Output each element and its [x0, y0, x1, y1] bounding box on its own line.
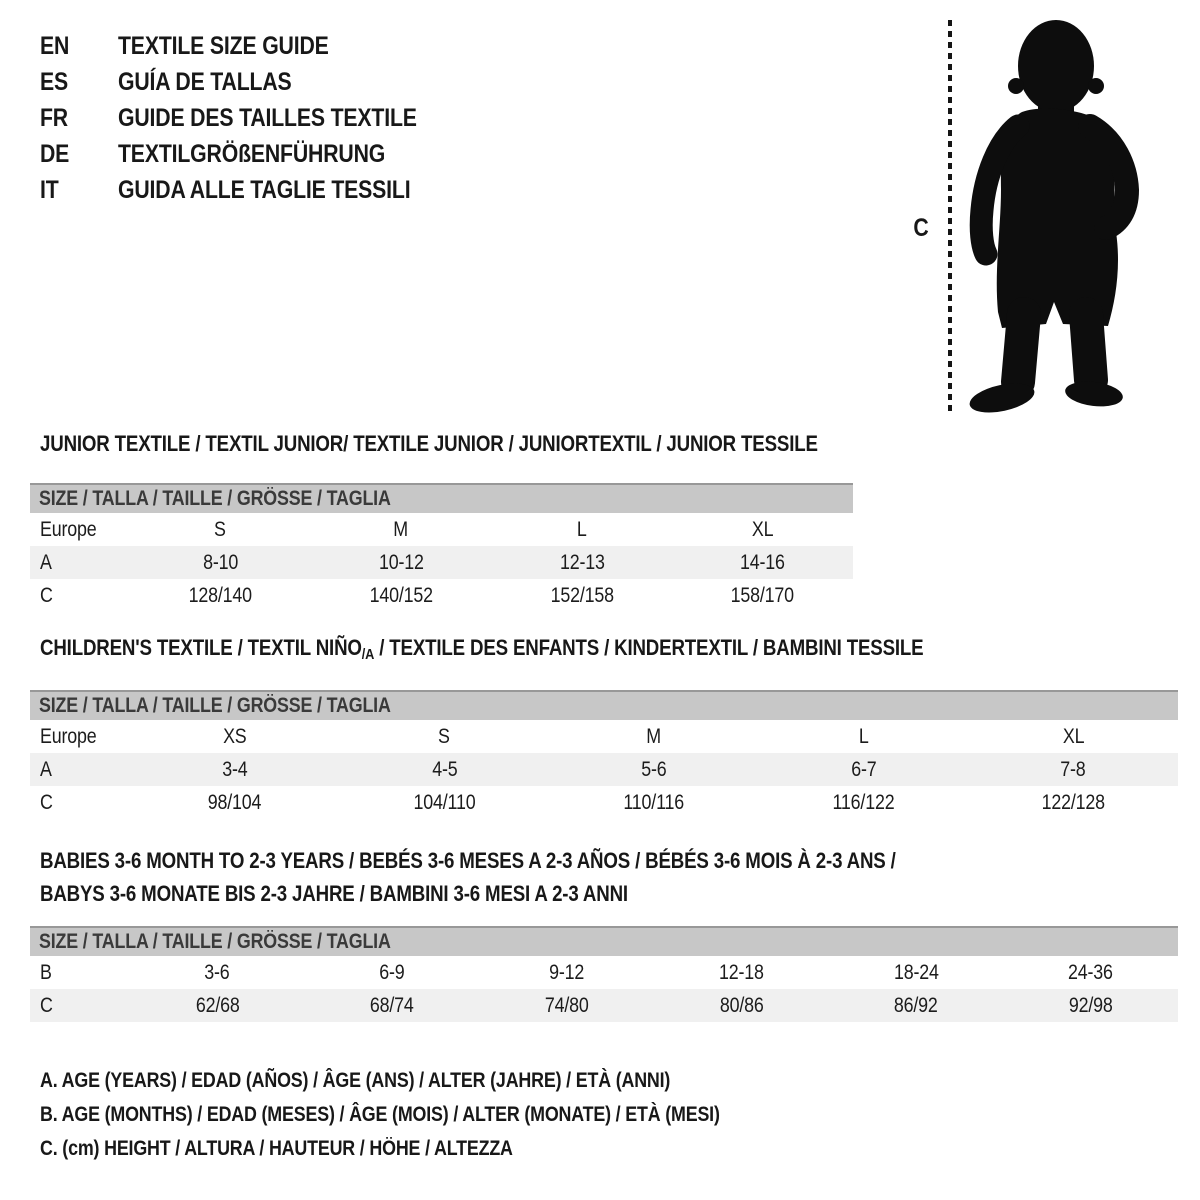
value-cell	[130, 551, 311, 575]
junior-size-table	[30, 483, 853, 612]
region-label-text: Europe	[40, 724, 97, 748]
footnote-line	[40, 1098, 840, 1132]
column-header-text: S	[214, 517, 227, 541]
junior-column-header-row	[30, 513, 853, 546]
value-text: 110/116	[623, 790, 685, 814]
value-cell	[479, 961, 654, 985]
column-header-cell	[340, 725, 550, 749]
value-text: 8-10	[202, 550, 238, 574]
value-cell	[340, 758, 550, 782]
junior-size-header-bar	[30, 483, 853, 513]
babies-section-title	[40, 844, 1047, 910]
size-header-label: SIZE / TALLA / TAILLE / GRÖSSE / TAGLIA	[39, 694, 391, 717]
value-text: 9-12	[549, 960, 585, 984]
value-cell	[549, 791, 759, 815]
value-cell	[672, 551, 853, 575]
row-label-cell	[30, 584, 130, 608]
value-cell	[829, 994, 1004, 1018]
value-text: 116/122	[832, 790, 895, 814]
column-header-cell	[492, 518, 673, 542]
column-header-cell	[130, 518, 311, 542]
value-text: 140/152	[369, 583, 433, 607]
height-measure-label	[912, 214, 930, 243]
row-label-text: A	[40, 757, 52, 781]
row-label-text: A	[40, 550, 52, 574]
value-text: 5-6	[641, 757, 667, 781]
row-label-cell	[30, 994, 130, 1018]
value-text: 122/128	[1041, 790, 1105, 814]
value-cell	[759, 758, 969, 782]
value-text: 62/68	[195, 993, 240, 1017]
children-size-table	[30, 690, 1178, 819]
language-code-text: EN	[40, 31, 70, 60]
size-header-label: SIZE / TALLA / TAILLE / GRÖSSE / TAGLIA	[39, 930, 391, 953]
value-text: 14-16	[740, 550, 786, 574]
language-code	[40, 140, 118, 169]
size-header-label: SIZE / TALLA / TAILLE / GRÖSSE / TAGLIA	[39, 487, 391, 510]
value-text: 24-36	[1068, 960, 1114, 984]
junior-section-title-text: JUNIOR TEXTILE / TEXTIL JUNIOR/ TEXTILE JUNIOR / JUNIORTEXTIL / JUNIOR TESSILE	[40, 431, 818, 456]
column-header-text: M	[646, 724, 662, 748]
value-cell	[759, 791, 969, 815]
column-header-text: XL	[751, 517, 774, 541]
height-measure-label-text: C	[913, 214, 929, 242]
footnote-text: B. AGE (MONTHS) / EDAD (MESES) / ÂGE (MOIS) / ALTER (MONATE) / ETÀ (MESI)	[40, 1103, 720, 1126]
row-label-text: C	[40, 790, 53, 814]
column-header-text: XL	[1062, 724, 1084, 748]
children-column-header-row	[30, 720, 1178, 753]
children-row-age	[30, 753, 1178, 786]
row-label-cell	[30, 791, 130, 815]
value-text: 74/80	[544, 993, 589, 1017]
value-cell	[130, 584, 311, 608]
value-text: 92/98	[1068, 993, 1113, 1017]
language-title-text: GUIDE DES TAILLES TEXTILE	[118, 103, 417, 132]
language-title	[118, 140, 470, 169]
children-section-title-text: CHILDREN'S TEXTILE / TEXTIL $NIÑO_{/A}$ / TEXTILE DES ENFANTS / KINDERTEXTIL / BAMBINI TESSILE	[40, 635, 924, 663]
footnote-legend	[40, 1064, 840, 1166]
language-code-text: DE	[40, 139, 70, 168]
row-label-text: B	[40, 960, 52, 984]
junior-row-age	[30, 546, 853, 579]
babies-row-height	[30, 989, 1178, 1022]
column-header-cell	[549, 725, 759, 749]
region-label-cell	[30, 518, 130, 542]
value-cell	[549, 758, 759, 782]
value-cell	[1003, 961, 1178, 985]
language-title	[118, 176, 470, 205]
value-cell	[340, 791, 550, 815]
value-cell	[479, 994, 654, 1018]
toddler-silhouette-image	[958, 14, 1140, 420]
row-label-cell	[30, 551, 130, 575]
column-header-cell	[759, 725, 969, 749]
value-cell	[130, 791, 340, 815]
value-cell	[968, 791, 1178, 815]
value-text: 128/140	[188, 583, 253, 607]
babies-size-table	[30, 926, 1178, 1022]
value-text: 152/158	[550, 583, 614, 607]
value-cell	[305, 994, 480, 1018]
language-code-text: IT	[40, 175, 59, 204]
value-cell	[672, 584, 853, 608]
value-text: 12-13	[559, 550, 605, 574]
value-text: 68/74	[370, 993, 414, 1017]
column-header-cell	[311, 518, 492, 542]
language-code	[40, 32, 118, 61]
value-text: 98/104	[208, 790, 262, 814]
language-title	[118, 68, 470, 97]
language-title-text: GUÍA DE TALLAS	[118, 67, 292, 96]
value-text: 80/86	[719, 993, 764, 1017]
language-code	[40, 68, 118, 97]
language-code	[40, 104, 118, 133]
height-measure-dashed-line	[948, 20, 952, 416]
value-text: 3-6	[204, 960, 230, 984]
value-text: 86/92	[894, 993, 938, 1017]
footnote-text: A. AGE (YEARS) / EDAD (AÑOS) / ÂGE (ANS) / ALTER (JAHRE) / ETÀ (ANNI)	[40, 1069, 671, 1092]
column-header-text: L	[858, 724, 869, 748]
value-cell	[311, 551, 492, 575]
value-text: 4-5	[431, 757, 458, 781]
value-cell	[654, 994, 829, 1018]
junior-section-title	[40, 432, 955, 456]
value-text: 12-18	[718, 960, 764, 984]
babies-title-line1: BABIES 3-6 MONTH TO 2-3 YEARS / BEBÉS 3-6 MESES A 2-3 AÑOS / BÉBÉS 3-6 MOIS À 2-3 ANS /	[40, 848, 896, 873]
value-text: 10-12	[378, 550, 424, 574]
value-text: 18-24	[893, 960, 939, 984]
children-size-header-bar	[30, 690, 1178, 720]
value-text: 6-9	[379, 960, 405, 984]
value-cell	[305, 961, 480, 985]
children-section-title	[40, 636, 1079, 667]
value-cell	[654, 961, 829, 985]
language-title-text: GUIDA ALLE TAGLIE TESSILI	[118, 175, 411, 204]
junior-row-height	[30, 579, 853, 612]
value-text: 7-8	[1060, 757, 1086, 781]
footnote-line	[40, 1132, 840, 1166]
region-label-text: Europe	[40, 517, 97, 541]
column-header-cell	[672, 518, 853, 542]
row-label-cell	[30, 961, 130, 985]
language-title-list	[40, 28, 470, 208]
language-code-text: ES	[40, 67, 69, 96]
column-header-text: S	[438, 724, 451, 748]
value-text: 3-4	[222, 757, 248, 781]
language-code-text: FR	[40, 103, 68, 132]
language-title-text: TEXTILGRÖßENFÜHRUNG	[118, 139, 386, 168]
value-cell	[1003, 994, 1178, 1018]
language-code	[40, 176, 118, 205]
babies-size-header-bar	[30, 926, 1178, 956]
value-text: 104/110	[413, 790, 476, 814]
row-label-cell	[30, 758, 130, 782]
babies-row-months	[30, 956, 1178, 989]
footnote-text: C. (cm) HEIGHT / ALTURA / HAUTEUR / HÖHE / ALTEZZA	[40, 1137, 513, 1160]
language-title	[118, 32, 470, 61]
value-cell	[130, 758, 340, 782]
children-row-height	[30, 786, 1178, 819]
row-label-text: C	[40, 583, 53, 607]
value-cell	[311, 584, 492, 608]
footnote-line	[40, 1064, 840, 1098]
column-header-cell	[130, 725, 340, 749]
nino-a-subscript: /A	[361, 646, 375, 663]
value-text: 6-7	[850, 757, 877, 781]
language-title	[118, 104, 470, 133]
value-cell	[492, 584, 673, 608]
value-cell	[829, 961, 1004, 985]
column-header-text: L	[576, 517, 587, 541]
column-header-text: XS	[223, 724, 247, 748]
language-title-text: TEXTILE SIZE GUIDE	[118, 31, 329, 60]
value-cell	[130, 961, 305, 985]
value-text: 158/170	[730, 583, 795, 607]
column-header-text: M	[393, 517, 409, 541]
region-label-cell	[30, 725, 130, 749]
column-header-cell	[968, 725, 1178, 749]
value-cell	[130, 994, 305, 1018]
value-cell	[492, 551, 673, 575]
row-label-text: C	[40, 993, 53, 1017]
babies-title-line2: BABYS 3-6 MONATE BIS 2-3 JAHRE / BAMBINI 3-6 MESI A 2-3 ANNI	[40, 881, 628, 906]
value-cell	[968, 758, 1178, 782]
